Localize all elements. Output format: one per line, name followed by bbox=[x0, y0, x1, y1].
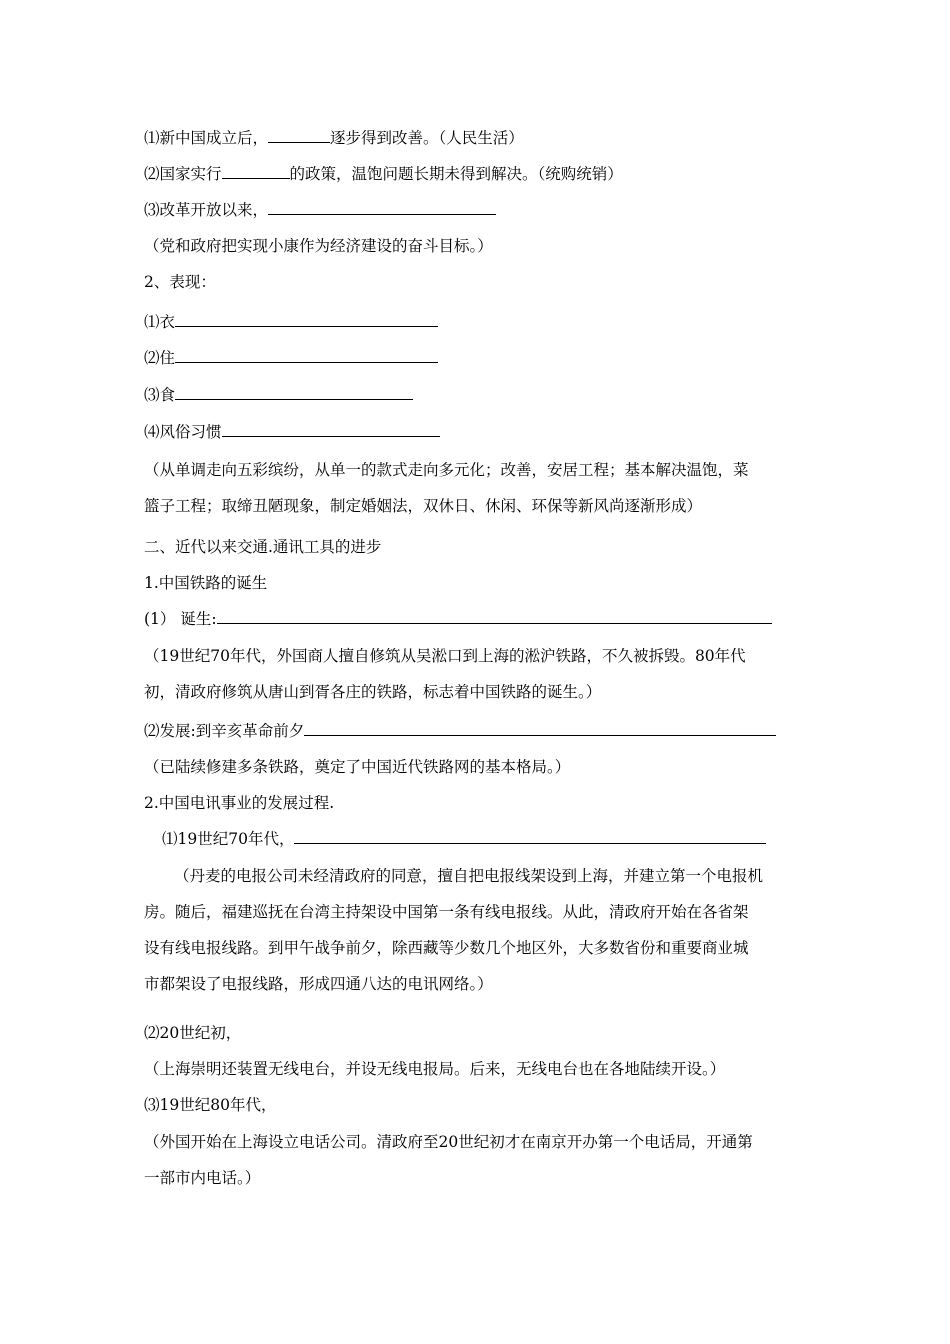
dev-note: （已陆续修建多条铁路，奠定了中国近代铁路网的基本格局。） bbox=[144, 758, 571, 776]
telecom-heading: 2.中国电讯事业的发展过程. bbox=[144, 794, 335, 812]
fill-blank[interactable] bbox=[222, 164, 290, 179]
item-1-suffix: 逐步得到改善。（人民生活） bbox=[330, 129, 524, 147]
t1-note-line: 房。随后，福建巡抚在台湾主持架设中国第一条有线电报线。从此，清政府开始在各省架 bbox=[144, 903, 749, 921]
item-3 bbox=[144, 200, 496, 220]
telecom-1870s bbox=[162, 829, 766, 849]
dev-label: ⑵发展:到辛亥革命前夕 bbox=[144, 722, 305, 740]
t1-note-line: （丹麦的电报公司未经清政府的同意，擅自把电报线架设到上海，并建立第一个电报机 bbox=[174, 867, 764, 885]
t2-note: （上海崇明还装置无线电台，并设无线电报局。后来，无线电台也在各地陆续开设。） bbox=[144, 1060, 726, 1078]
fill-blank[interactable] bbox=[268, 128, 330, 143]
rail-heading: 1.中国铁路的诞生 bbox=[144, 574, 268, 592]
perf-customs bbox=[144, 422, 440, 442]
t3-note bbox=[144, 1124, 808, 1196]
fill-blank[interactable] bbox=[304, 721, 776, 736]
note-2-line: 篮子工程；取缔丑陋现象，制定婚姻法，双休日、休闲、环保等新风尚逐渐形成） bbox=[144, 497, 703, 515]
perf-housing bbox=[144, 348, 438, 368]
note-2-line: （从单调走向五彩缤纷，从单一的款式走向多元化；改善，安居工程；基本解决温饱，菜 bbox=[144, 461, 749, 479]
t1-label: ⑴19世纪70年代， bbox=[162, 830, 295, 848]
t1-note-line: 设有线电报线路。到甲午战争前夕，除西藏等少数几个地区外，大多数省份和重要商业城 bbox=[144, 939, 749, 957]
fill-blank[interactable] bbox=[222, 422, 440, 437]
fill-blank[interactable] bbox=[294, 829, 766, 844]
item-3-prefix: ⑶改革开放以来， bbox=[144, 201, 269, 219]
t1-note bbox=[144, 858, 808, 1002]
heading-performance: 2、表现： bbox=[144, 273, 216, 291]
section-title: 二、近代以来交通.通讯工具的进步 bbox=[144, 538, 382, 556]
note-2 bbox=[144, 452, 808, 524]
fill-blank[interactable] bbox=[175, 312, 438, 327]
fill-blank[interactable] bbox=[175, 385, 413, 400]
birth-note-line: 初，清政府修筑从唐山到胥各庄的铁路，标志着中国铁路的诞生。） bbox=[144, 683, 602, 701]
perf-food bbox=[144, 385, 413, 405]
item-1 bbox=[144, 128, 524, 148]
t3-note-line: （外国开始在上海设立电话公司。清政府至20世纪初才在南京开办第一个电话局，开通第 bbox=[144, 1133, 753, 1151]
item-2-suffix: 的政策，温饱问题长期未得到解决。（统购统销） bbox=[289, 165, 623, 183]
item-1-prefix: ⑴新中国成立后， bbox=[144, 129, 269, 147]
note-1: （党和政府把实现小康作为经济建设的奋斗目标。） bbox=[144, 237, 493, 255]
fill-blank[interactable] bbox=[217, 609, 772, 624]
birth-label: (1） 诞生: bbox=[144, 610, 217, 628]
perf-clothing bbox=[144, 312, 438, 332]
birth-note-line: （19世纪70年代，外国商人擅自修筑从吴淞口到上海的淞沪铁路，不久被拆毁。80年代 bbox=[144, 647, 746, 665]
fill-blank[interactable] bbox=[268, 200, 496, 215]
birth-note bbox=[144, 638, 808, 710]
perf-label: ⑶食 bbox=[144, 386, 176, 404]
rail-development bbox=[144, 721, 776, 741]
rail-birth bbox=[144, 609, 772, 629]
perf-label: ⑷风俗习惯 bbox=[144, 423, 222, 441]
t1-note-line: 市都架设了电报线路，形成四通八达的电讯网络。） bbox=[144, 975, 493, 993]
perf-label: ⑵住 bbox=[144, 349, 176, 367]
perf-label: ⑴衣 bbox=[144, 313, 176, 331]
telecom-1900s: ⑵20世纪初， bbox=[144, 1024, 242, 1042]
telecom-1880s: ⑶19世纪80年代， bbox=[144, 1096, 277, 1114]
t3-note-line: 一部市内电话。） bbox=[144, 1169, 261, 1187]
item-2-prefix: ⑵国家实行 bbox=[144, 165, 222, 183]
fill-blank[interactable] bbox=[175, 348, 438, 363]
item-2 bbox=[144, 164, 623, 184]
